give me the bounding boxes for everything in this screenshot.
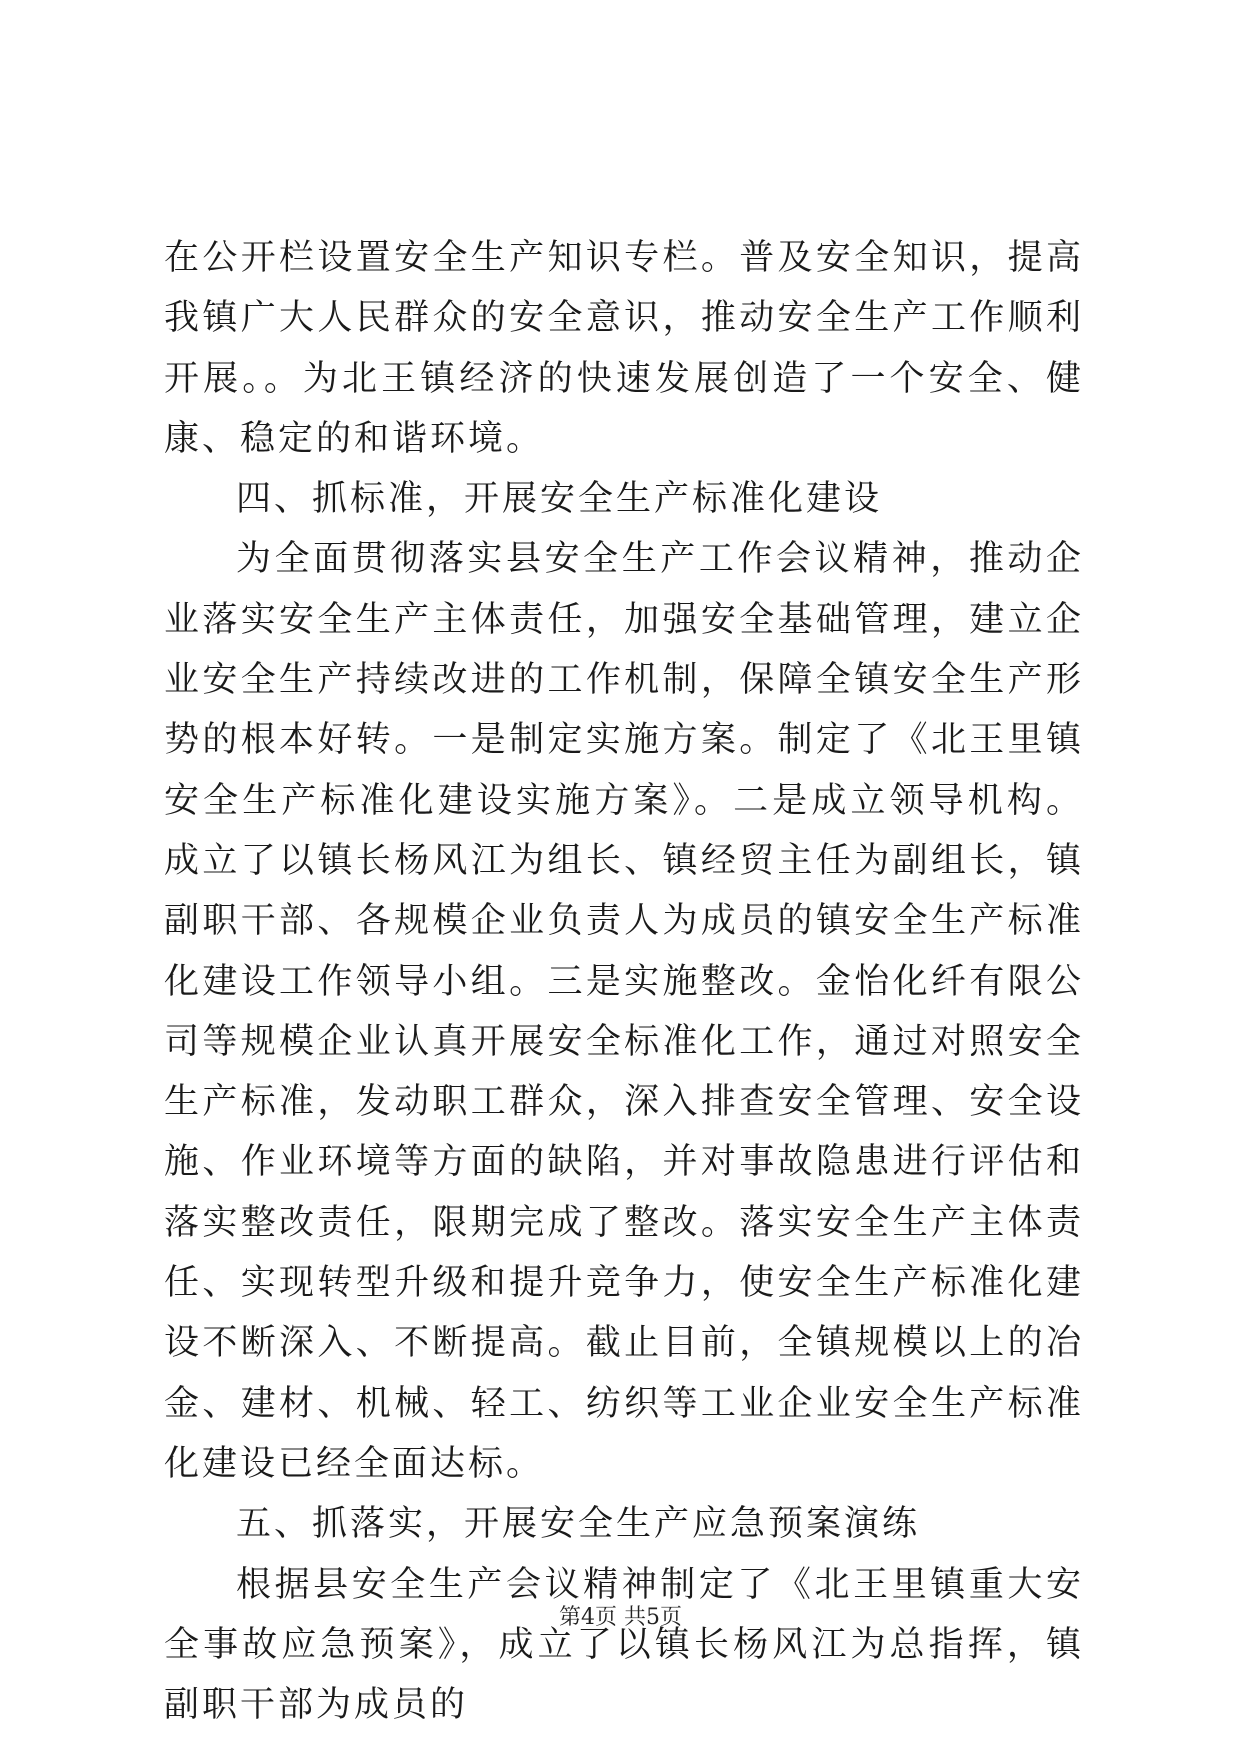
body-paragraph: 根据县安全生产会议精神制定了《北王里镇重大安全事故应急预案》，成立了以镇长杨风江为总指挥，镇副职干部为成员的 xyxy=(164,1564,1084,1726)
document-body xyxy=(164,228,1084,1735)
body-paragraph: 为全面贯彻落实县安全生产工作会议精神，推动企业落实安全生产主体责任，加强安全基础管理，建立企业安全生产持续改进的工作机制，保障全镇安全生产形势的根本好转。一是制定实施方案。制定了《北王里镇安全生产标准化建设实施方案》。二是成立领导机构。成立了以镇长杨风江为组长、镇经贸主任为副组长，镇副职干部、各规模企业负责人为成员的镇安全生产标准化建设工作领导小组。三是实施整改。金怡化纤有限公司等规模企业认真开展安全标准化工作，通过对照安全生产标准，发动职工群众，深入排查安全管理、安全设施、作业环境等方面的缺陷，并对事故隐患进行评估和落实整改责任，限期完成了整改。落实安全生产主体责任、实现转型升级和提升竞争力，使安全生产标准化建设不断深入、不断提高。截止目前，全镇规模以上的冶金、建材、机械、轻工、纺织等工业企业安全生产标准化建设已经全面达标。 xyxy=(164,539,1084,1484)
page-number-footer: 第4页 共5页 xyxy=(559,1605,682,1630)
section-heading-4: 四、抓标准，开展安全生产标准化建设 xyxy=(236,479,883,520)
body-paragraph: 在公开栏设置安全生产知识专栏。普及安全知识，提高我镇广大人民群众的安全意识，推动安全生产工作顺利开展。。为北王镇经济的快速发展创造了一个安全、健康、稳定的和谐环境。 xyxy=(164,238,1084,459)
section-heading-5: 五、抓落实，开展安全生产应急预案演练 xyxy=(236,1504,921,1545)
